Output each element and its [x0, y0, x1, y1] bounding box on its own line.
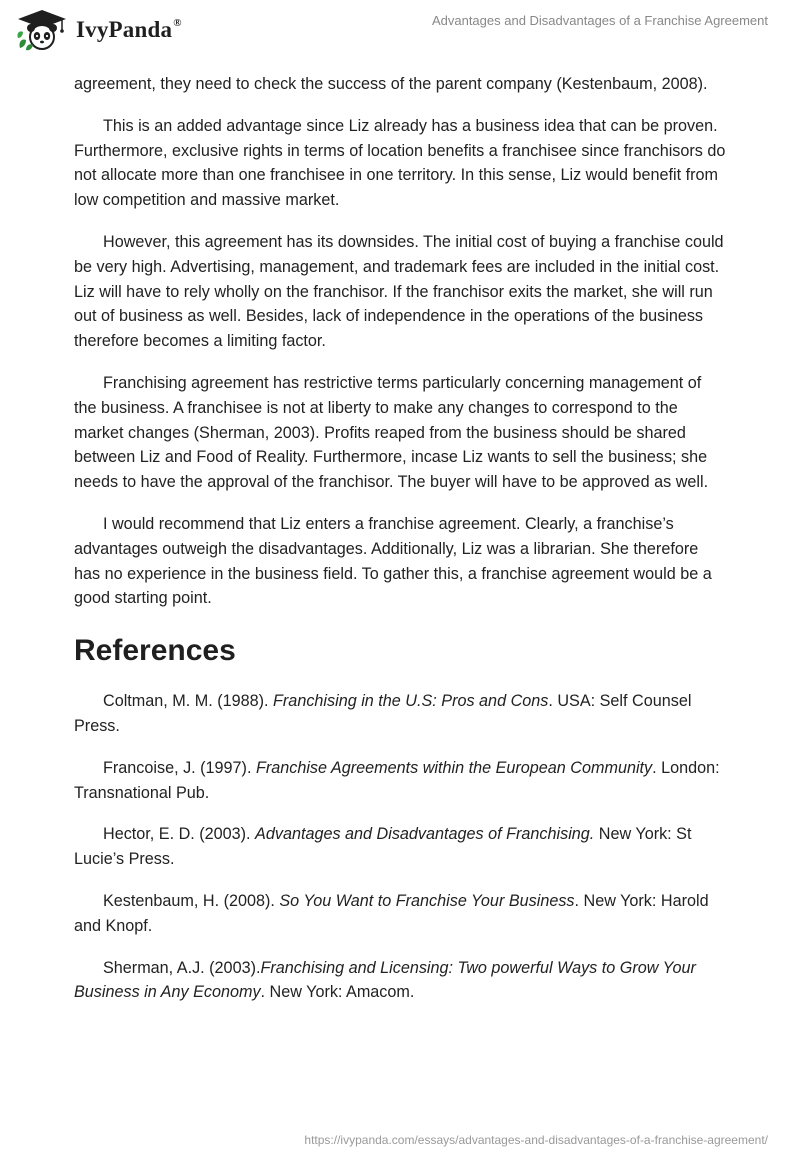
page-header [0, 0, 800, 62]
ivypanda-logo[interactable] [14, 8, 182, 52]
reference-item: Hector, E. D. (2003). Advantages and Disadvantages of Franchising. New York: St Lucie’s Press. [74, 825, 692, 869]
paragraph: However, this agreement has its downsides. The initial cost of buying a franchise could be very high. Advertising, management, and trademark fees are included in the initial cost. Liz will have to rely wholly on the franchisor. If the franchisor exits the market, she will run out of business as well. Besides, lack of independence in the operations of the business therefore becomes a limiting factor. [74, 232, 724, 351]
registered-mark: ® [173, 17, 182, 30]
reference-item: Kestenbaum, H. (2008). So You Want to Franchise Your Business. New York: Harold and Knopf. [74, 891, 709, 935]
document-title: Advantages and Disadvantages of a Franchise Agreement [431, 13, 768, 28]
essay-body [74, 72, 726, 1022]
brand-name: IvyPanda® [76, 17, 182, 42]
reference-item: Sherman, A.J. (2003).Franchising and Licensing: Two powerful Ways to Grow Your Business in Any Economy. New York: Amacom. [74, 958, 696, 1002]
paragraph: This is an added advantage since Liz already has a business idea that can be proven. Furthermore, exclusive rights in terms of location benefits a franchisee since franchisors do not allocate more than one franchisee in one territory. In this sense, Liz would benefit from low competition and massive market. [74, 116, 726, 210]
panda-graduate-icon [14, 8, 70, 52]
reference-item: Coltman, M. M. (1988). Franchising in the U.S: Pros and Cons. USA: Self Counsel Press. [74, 692, 692, 735]
paragraph: Franchising agreement has restrictive terms particularly concerning management of the business. A franchisee is not at liberty to make any changes to correspond to the market changes (Sherman, 2003). Profits reaped from the business should be shared between Liz and Food of Reality. Furthermore, incase Liz wants to sell the business; she needs to have the approval of the franchisor. The buyer will have to be approved as well. [74, 373, 709, 492]
paragraph: I would recommend that Liz enters a franchise agreement. Clearly, a franchise’s advantages outweigh the disadvantages. Additionally, Liz was a librarian. She therefore has no experience in the business field. To gather this, a franchise agreement would be a good starting point. [74, 514, 712, 608]
references-heading: References [74, 634, 236, 668]
source-url-link[interactable]: https://ivypanda.com/essays/advantages-and-disadvantages-of-a-franchise-agreement/ [304, 1133, 768, 1147]
reference-item: Francoise, J. (1997). Franchise Agreements within the European Community. London: Transnational Pub. [74, 758, 720, 802]
paragraph-continuation: agreement, they need to check the success of the parent company (Kestenbaum, 2008). [74, 75, 708, 93]
